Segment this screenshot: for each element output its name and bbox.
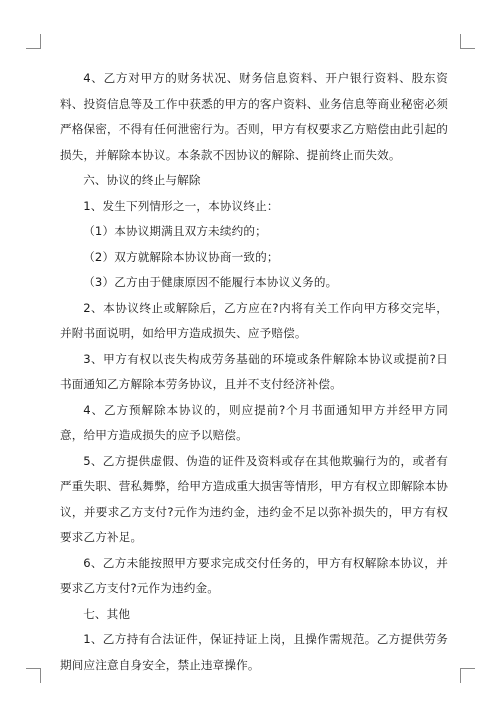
crop-mark-bottom-right — [460, 668, 475, 683]
section-heading-other: 七、其他 — [83, 606, 131, 621]
paragraph-handover: 2、本协议终止或解除后，乙方应在?内将有关工作向甲方移交完毕，并附书面说明，如给甲方造成损失、应予赔偿。 — [60, 300, 448, 340]
list-item-condition-2: （2）双方就解除本协议协商一致的； — [83, 249, 279, 264]
paragraph-task-failure: 6、乙方未能按照甲方要求完成交付任务的，甲方有权解除本协议，并要求乙方支付?元作为违约金。 — [60, 555, 448, 595]
list-item-condition-3: （3）乙方由于健康原因不能履行本协议义务的。 — [83, 275, 338, 289]
document-body — [60, 66, 448, 678]
paragraph-termination-conditions: 1、发生下列情形之一，本协议终止： — [83, 198, 279, 213]
crop-mark-top-left — [26, 34, 41, 49]
paragraph-fraud-termination: 5、乙方提供虚假、伪造的证件及资料或存在其他欺骗行为的，或者有严重失职、营私舞弊，给甲方造成重大损害等情形，甲方有权立即解除本协议，并要求乙方支付?元作为违约金，违约金不足以弥补损失的，甲方有权要求乙方补足。 — [60, 453, 448, 544]
crop-mark-bottom-left — [26, 668, 41, 683]
paragraph-confidentiality: 4、乙方对甲方的财务状况、财务信息资料、开户银行资料、股东资料、投资信息等及工作中获悉的甲方的客户资料、业务信息等商业秘密必须严格保密，不得有任何泄密行为。否则，甲方有权要求乙方赔偿由此引起的损失，并解除本协议。本条款不因协议的解除、提前终止而失效。 — [60, 71, 448, 162]
paragraph-certification-safety: 1、乙方持有合法证件，保证持证上岗，且操作需规范。乙方提供劳务期间应注意自身安全，禁止违章操作。 — [60, 632, 448, 672]
section-heading-termination: 六、协议的终止与解除 — [83, 173, 201, 187]
paragraph-party-a-termination: 3、甲方有权以丧失构成劳务基础的环境或条件解除本协议或提前?日书面通知乙方解除本劳务协议，且并不支付经济补偿。 — [60, 351, 448, 391]
paragraph-party-b-termination: 4、乙方预解除本协议的，则应提前?个月书面通知甲方并经甲方同意，给甲方造成损失的应予以赔偿。 — [60, 402, 448, 442]
list-item-condition-1: （1）本协议期满且双方未续约的； — [83, 224, 267, 238]
crop-mark-top-right — [460, 34, 475, 49]
